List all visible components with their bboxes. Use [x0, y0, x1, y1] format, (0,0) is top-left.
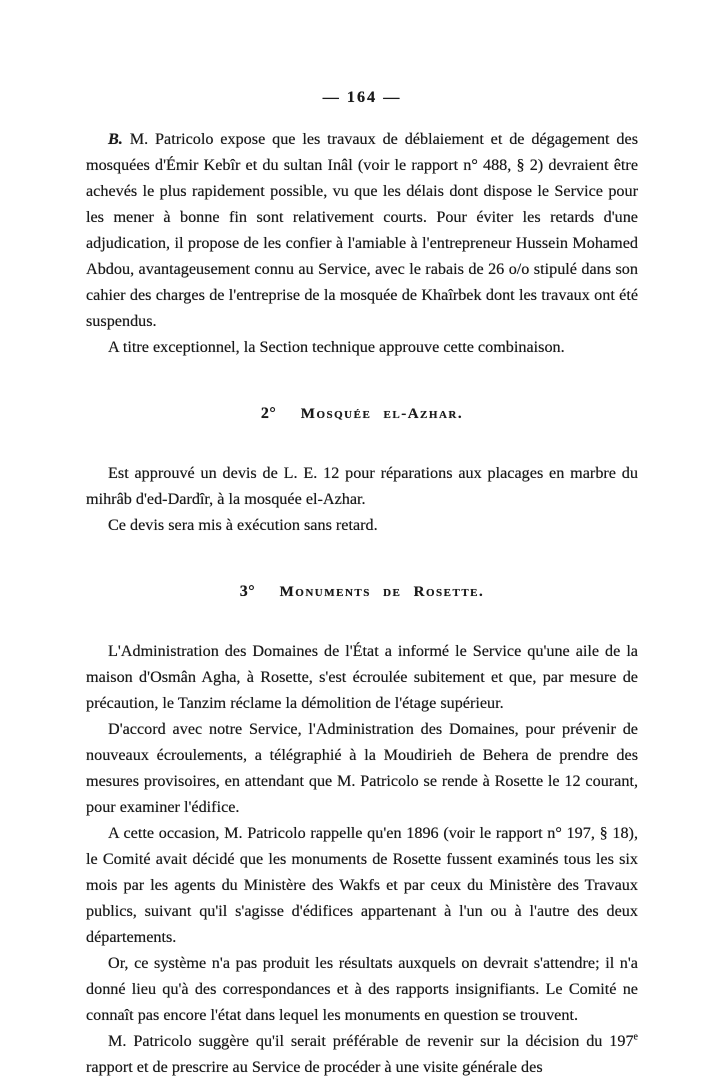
section-heading-title: Monuments de Rosette.: [279, 584, 485, 600]
section-heading-monuments-rosette: [86, 582, 638, 602]
section-heading-mosquee-el-azhar: [86, 404, 638, 424]
paragraph-rappel-1896: A cette occasion, M. Patricolo rappelle qu'en 1896 (voir le rapport n° 197, § 18), le Comité avait décidé que les monuments de Rosette fussent examinés tous les six mois par les agents du Ministère des Wakfs et par ceux du Ministère des Travaux publics, suivant qu'il s'agisse d'édifices appartenant à l'un ou à l'autre des deux départements.: [86, 824, 638, 946]
section-heading-title: Mosquée el-Azhar.: [300, 406, 464, 422]
paragraph-systeme-resultats: Or, ce système n'a pas produit les résultats auxquels on devrait s'attendre; il n'a donné lieu qu'à des correspondances et à des rapports insignifiants. Le Comité ne connaît pas encore l'état dans lequel les monuments en question se trouvent.: [86, 954, 638, 1024]
paragraph-approbation: A titre exceptionnel, la Section technique approuve cette combinaison.: [108, 338, 565, 356]
paragraph-suggestion-text-start: M. Patricolo suggère qu'il serait préférable de revenir sur la décision du 197: [108, 1032, 634, 1050]
paragraph-execution: Ce devis sera mis à exécution sans retard.: [108, 516, 378, 534]
paragraph-suggestion-patricolo: [86, 1028, 638, 1078]
paragraph-deblaiement: [86, 126, 638, 334]
paragraph-devis-azhar: Est approuvé un devis de L. E. 12 pour réparations aux placages en marbre du mihrâb d'ed-Dardîr, à la mosquée el-Azhar.: [86, 464, 638, 508]
paragraph-suggestion-text-end: rapport et de prescrire au Service de procéder à une visite générale des: [86, 1058, 543, 1076]
page-number: — 164 —: [322, 88, 402, 106]
ordinal-superscript: e: [633, 1031, 638, 1043]
paragraph-lead-initial: B.: [108, 130, 123, 148]
paragraph-deblaiement-text: M. Patricolo expose que les travaux de déblaiement et de dégagement des mosquées d'Émir Kebîr et du sultan Inâl (voir le rapport n° 488, § 2) devraient être achevés le plus rapidement possible, vu que les délais dont dispose le Service pour les mener à bonne fin sont relativement courts. Pour éviter les retards d'une adjudication, il propose de les confier à l'amiable à l'entrepreneur Hussein Mohamed Abdou, avantageusement connu au Service, avec le rabais de 26 o/o stipulé dans son cahier des charges de l'entreprise de la mosquée de Khaîrbek dont les travaux ont été suspendus.: [86, 130, 638, 330]
paragraph-accord-service: D'accord avec notre Service, l'Administration des Domaines, pour prévenir de nouveaux écroulements, a télégraphié à la Moudirieh de Behera de prendre des mesures provisoires, en attendant que M. Patricolo se rende à Rosette le 12 courant, pour examiner l'édifice.: [86, 720, 638, 816]
section-heading-number: 2°: [260, 405, 277, 422]
paragraph-administration-domaines: L'Administration des Domaines de l'État a informé le Service qu'une aile de la maison d'Osmân Agha, à Rosette, s'est écroulée subitement et que, par mesure de précaution, le Tanzim réclame la démolition de l'étage supérieur.: [86, 642, 638, 712]
section-heading-number: 3°: [239, 583, 256, 600]
